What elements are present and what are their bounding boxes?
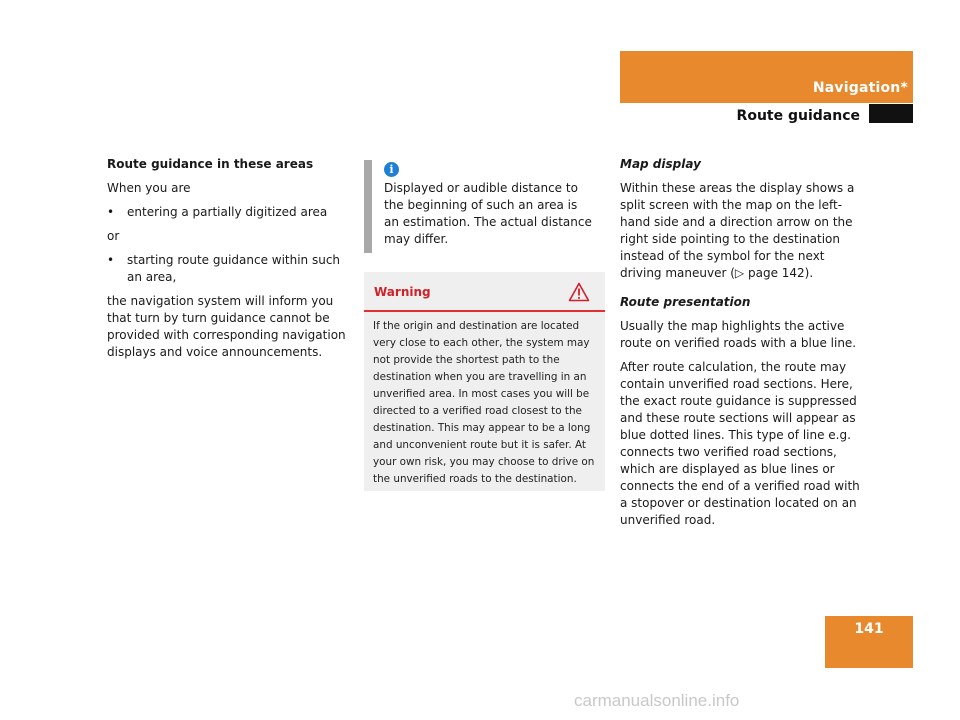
right-column	[620, 156, 866, 536]
left-heading: Route guidance in these areas	[107, 157, 314, 171]
warning-box	[364, 272, 605, 491]
section-subtitle: Route guidance	[736, 108, 860, 124]
bullet-icon: •	[107, 253, 115, 267]
warning-label: Warning	[374, 285, 431, 299]
bullet-icon: •	[107, 205, 115, 219]
header-marker	[869, 104, 913, 123]
left-paragraph: the navigation system will inform you that turn by turn guidance cannot be provided with corresponding navigation displays and voice announcements.	[107, 294, 346, 359]
route-presentation-heading: Route presentation	[620, 295, 751, 309]
page-number: 141	[854, 621, 884, 637]
info-note	[364, 160, 594, 253]
list-item	[107, 252, 351, 286]
map-display-text	[620, 180, 866, 282]
left-or: or	[107, 229, 120, 243]
map-display-heading: Map display	[620, 157, 701, 171]
section-title: Navigation*	[812, 80, 908, 96]
page-reference-link[interactable]: (▷ page 142).	[730, 266, 814, 280]
route-presentation-text-2: After route calculation, the route may contain unverified road sections. Here, the exact route guidance is suppressed and these route sections will appear as blue dotted lines. This type of line e.g. connects two verified road sections, which are displayed as blue lines or connects the end of a verified road with a stopover or destination located on an unverified road.	[620, 360, 860, 527]
warning-triangle-icon	[568, 282, 590, 302]
page-number-box	[825, 616, 913, 668]
warning-header	[364, 272, 605, 312]
map-display-body: Within these areas the display shows a split screen with the map on the left-hand side and a direction arrow on the right side pointing to the destination instead of the symbol for the next driving maneuver	[620, 181, 855, 280]
list-item	[107, 204, 351, 221]
left-column	[107, 156, 351, 368]
bullet-text: starting route guidance within such an area,	[127, 253, 341, 284]
bullet-text: entering a partially digitized area	[127, 205, 328, 219]
info-note-text: Displayed or audible distance to the beginning of such an area is an estimation. The actual distance may differ.	[384, 181, 592, 246]
left-intro: When you are	[107, 181, 191, 195]
route-presentation-text-1: Usually the map highlights the active route on verified roads with a blue line.	[620, 319, 857, 350]
info-icon: i	[384, 162, 399, 177]
watermark: carmanualsonline.info	[574, 691, 740, 710]
warning-text: If the origin and destination are located very close to each other, the system may not provide the shortest path to the destination when you are travelling in an unverified area. In most cases you will be directed to a verified road closest to the destination. This may appear to be a long and unconvenient route but it is safer. At your own risk, you may choose to drive on the unverified roads to the destination.	[373, 320, 595, 485]
